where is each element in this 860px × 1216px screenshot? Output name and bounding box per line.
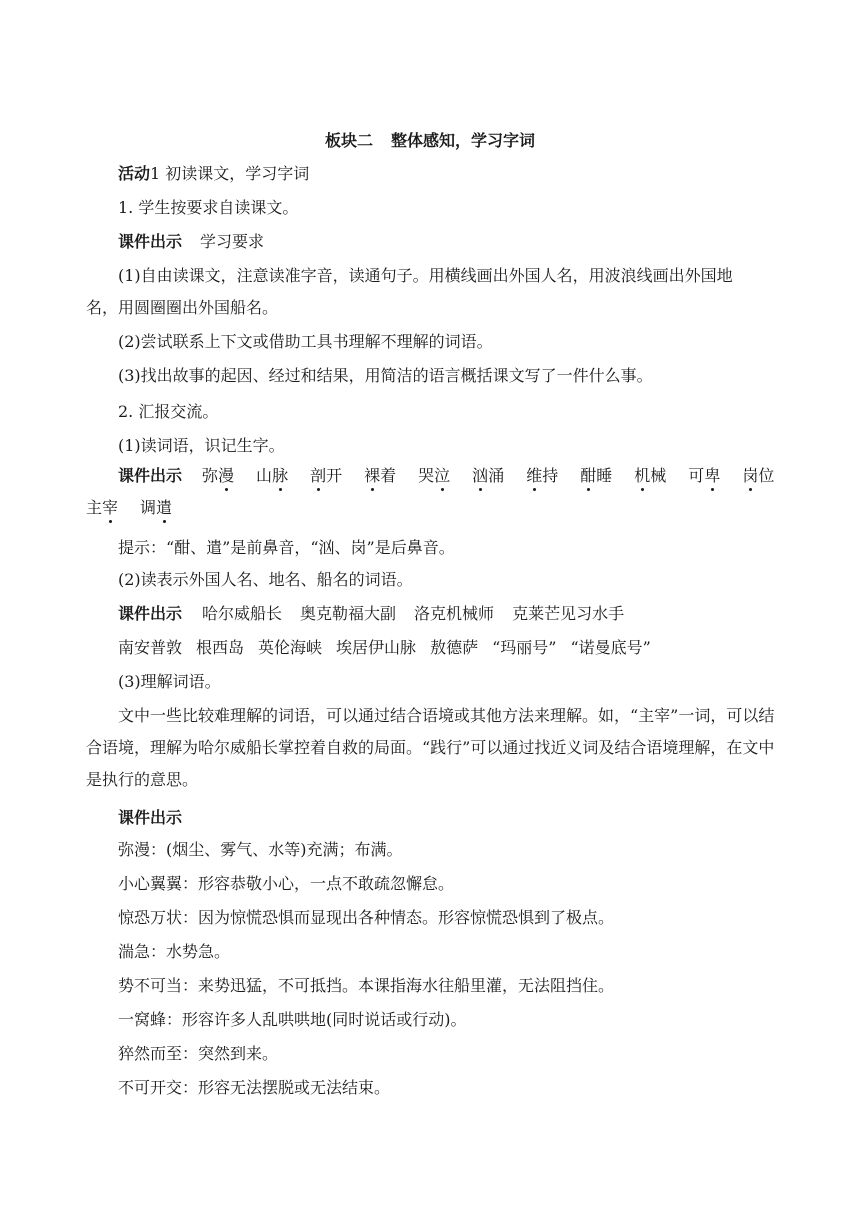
definition-item: 势不可当：来势迅猛，不可抵挡。本课指海水往船里灌，无法阻挡住。 [118,976,615,995]
vocab-word [580,466,612,486]
vocab-word [634,466,666,486]
names-list [202,604,624,623]
vocab-dotted-char: 裸 [364,466,381,485]
kejian-requirements [0,232,860,252]
vocab-dotted-char: 维 [526,466,543,485]
step-2: 2. 汇报交流。 [118,402,219,421]
vocab-char: 调 [140,498,157,517]
vocab-word [310,466,342,486]
vocab-dotted-char: 剖 [310,466,327,485]
vocab-dotted-char: 岗 [742,466,759,485]
section-title [0,131,860,151]
vocab-word [364,466,396,486]
name-item: 英伦海峡 [258,638,323,657]
name-item: “诺曼底号” [570,638,651,657]
definition-item: 一窝蜂：形容许多人乱哄哄地(同时说话或行动)。 [118,1010,467,1029]
name-item: 洛克机械师 [414,604,495,623]
kejian-label: 课件出示 [118,232,183,251]
names-line-1 [0,604,860,624]
pronunciation-hint: 提示：“酣、遣”是前鼻音，“汹、岗”是后鼻音。 [118,538,455,557]
vocab-dotted-char: 宰 [102,498,119,517]
definition-item: 惊恐万状：因为惊慌恐惧而显现出各种情态。形容惊慌恐惧到了极点。 [118,908,615,927]
activity-text: 1 初读课文，学习字词 [150,164,310,183]
definition-item: 弥漫：(烟尘、雾气、水等)充满；布满。 [118,840,403,859]
vocab-char: 哭 [418,466,435,485]
requirement-2: (2)尝试联系上下文或借助工具书理解不理解的词语。 [118,332,493,351]
name-item: 根西岛 [196,638,245,657]
requirements-title: 学习要求 [200,232,265,251]
vocab-word [86,498,118,518]
activity-label: 活动 [118,164,151,183]
definition-item: 猝然而至：突然到来。 [118,1044,279,1063]
vocab-word [526,466,558,486]
vocab-char: 开 [326,466,343,485]
vocab-char: 持 [542,466,559,485]
requirement-1-line-1: (1)自由读课文，注意读准字音，读通句子。用横线画出外国人名，用波浪线画出外国地 [118,266,733,285]
vocab-dotted-char: 脉 [272,466,289,485]
vocab-char: 位 [758,466,775,485]
vocab-word [140,498,172,518]
vocab-char: 弥 [202,466,219,485]
requirement-3: (3)找出故事的起因、经过和结果，用简洁的语言概括课文写了一件什么事。 [118,366,653,385]
name-item: 奥克勒福大副 [300,604,397,623]
names-line-2 [0,638,860,658]
name-item: 哈尔威船长 [202,604,283,623]
activity-heading [0,164,860,184]
vocab-dotted-char: 汹 [472,466,489,485]
vocab-list [202,466,774,485]
definition-item: 小心翼翼：形容恭敬小心，一点不敢疏忽懈怠。 [118,874,455,893]
vocab-char: 着 [380,466,397,485]
sub-step-2: (2)读表示外国人名、地名、船名的词语。 [118,570,413,589]
vocab-char: 涌 [488,466,505,485]
vocab-dotted-char: 酣 [580,466,597,485]
vocab-char: 可 [688,466,705,485]
name-item: 克莱芒见习水手 [512,604,625,623]
vocab-list-continued [86,498,172,517]
name-item: 敖德萨 [430,638,479,657]
vocab-word [742,466,774,486]
kejian-label: 课件出示 [118,466,183,485]
name-item: 南安普敦 [118,638,183,657]
vocab-char: 睡 [596,466,613,485]
definition-item: 湍急：水势急。 [118,942,231,961]
vocab-dotted-char: 机 [634,466,651,485]
vocab-word [202,466,234,486]
kejian-label: 课件出示 [118,808,183,827]
vocab-char: 山 [256,466,273,485]
section-title-part1: 板块二 [324,131,373,150]
sub-step-1: (1)读词语，识记生字。 [118,436,285,455]
vocab-line-2 [0,498,860,518]
name-item: “玛丽号” [492,638,557,657]
vocab-word [418,466,450,486]
vocab-char: 械 [650,466,667,485]
requirement-1-line-2: 名，用圆圈圈出外国船名。 [86,298,279,317]
vocab-dotted-char: 漫 [218,466,235,485]
vocab-word [256,466,288,486]
vocab-word [688,466,720,486]
explanation-paragraph: 文中一些比较难理解的词语，可以通过结合语境或其他方法来理解。如，“主宰”一词，可以结合语境，理解为哈尔威船长掌控着自救的局面。“践行”可以通过找近义词及结合语境理解，在文中是执行的意思。 [86,706,775,789]
kejian-definitions-heading [0,808,860,828]
section-title-part2: 整体感知，学习字词 [391,131,536,150]
vocab-dotted-char: 遣 [156,498,173,517]
vocab-dotted-char: 卑 [704,466,721,485]
name-item: 埃居伊山脉 [336,638,417,657]
vocab-word [472,466,504,486]
names-list-continued [118,638,651,657]
sub-step-3: (3)理解词语。 [118,672,221,691]
vocab-char: 主 [86,498,103,517]
definition-item: 不可开交：形容无法摆脱或无法结束。 [118,1078,391,1097]
vocab-line-1 [0,466,860,486]
step-1: 1. 学生按要求自读课文。 [118,198,299,217]
vocab-dotted-char: 泣 [434,466,451,485]
kejian-label: 课件出示 [118,604,183,623]
